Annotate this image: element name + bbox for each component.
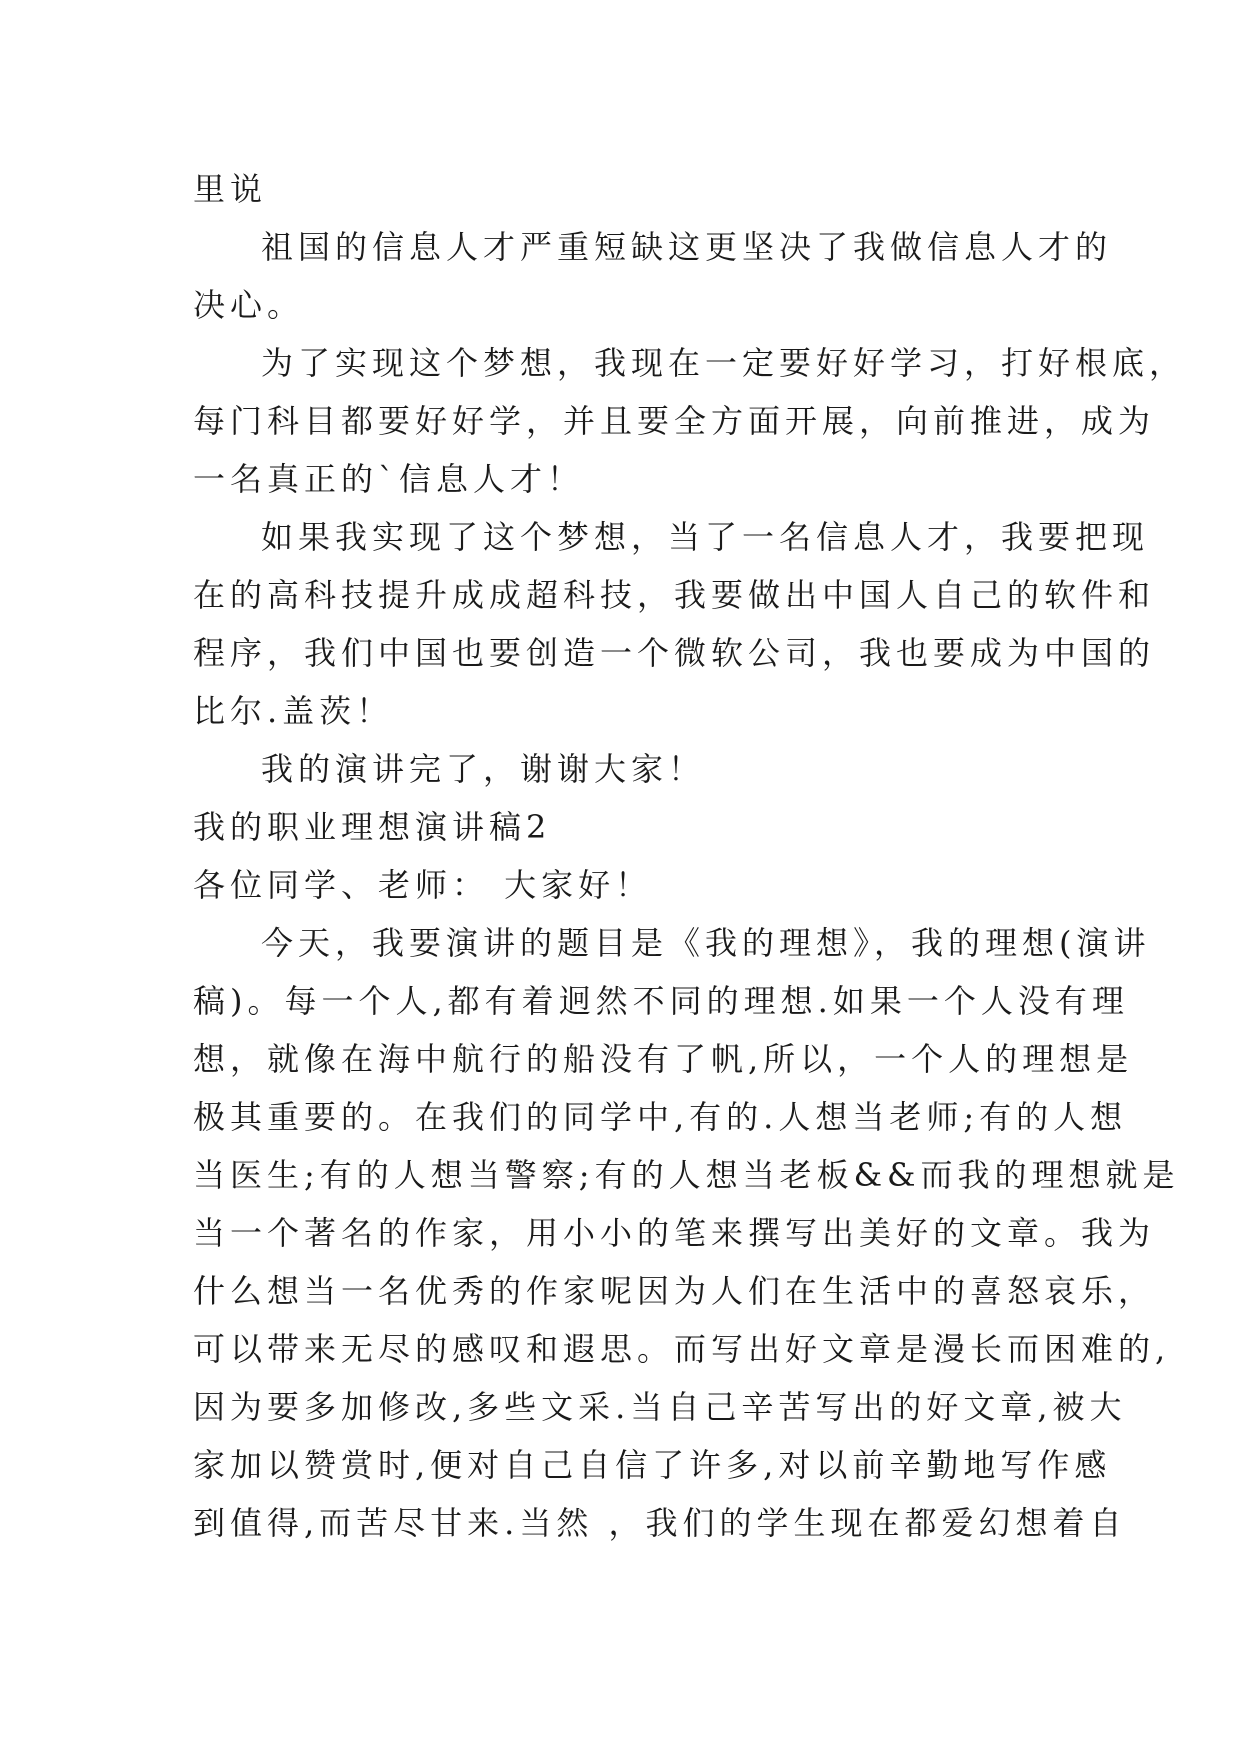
text-line: 当一个著名的作家，用小小的笔来撰写出美好的文章。我为 [193,1214,1156,1252]
section-heading: 我的职业理想演讲稿2 [193,808,552,846]
text-line: 家加以赞赏时,便对自己自信了许多,对以前辛勤地写作感 [193,1446,1112,1484]
text-line: 稿)。每一个人,都有着迥然不同的理想.如果一个人没有理 [193,982,1129,1020]
text-line: 在的高科技提升成成超科技，我要做出中国人自己的软件和 [193,576,1156,614]
text-line: 比尔.盖茨！ [193,692,394,730]
text-line: 因为要多加修改,多些文采.当自己辛苦写出的好文章,被大 [193,1388,1127,1426]
paragraph-first-line: 如果我实现了这个梦想，当了一名信息人才，我要把现 [261,518,1150,556]
text-line: 决心。 [193,286,305,324]
paragraph-first-line: 今天，我要演讲的题目是《我的理想》，我的理想(演讲 [261,924,1151,962]
text-line: 可以带来无尽的感叹和遐思。而写出好文章是漫长而困难的, [193,1330,1171,1368]
text-line: 一名真正的`信息人才！ [193,460,585,498]
text-line: 里说 [193,170,268,208]
text-line: 到值得,而苦尽甘来.当然 ，我们的学生现在都爱幻想着自 [193,1504,1127,1542]
paragraph-first-line: 祖国的信息人才严重短缺这更坚决了我做信息人才的 [261,228,1113,266]
document-body [193,160,1187,1552]
text-line: 每门科目都要好好学，并且要全方面开展，向前推进，成为 [193,402,1156,440]
paragraph-first-line: 我的演讲完了，谢谢大家！ [261,750,706,788]
greeting-line: 各位同学、老师： 大家好！ [193,866,653,904]
text-line: 什么想当一名优秀的作家呢因为人们在生活中的喜怒哀乐， [193,1272,1156,1310]
text-line: 极其重要的。在我们的同学中,有的.人想当老师;有的人想 [193,1098,1128,1136]
text-line: 当医生;有的人想当警察;有的人想当老板&&而我的理想就是 [193,1156,1180,1194]
text-line: 想，就像在海中航行的船没有了帆,所以，一个人的理想是 [193,1040,1134,1078]
text-line: 程序，我们中国也要创造一个微软公司，我也要成为中国的 [193,634,1156,672]
paragraph-first-line: 为了实现这个梦想，我现在一定要好好学习，打好根底， [261,344,1187,382]
